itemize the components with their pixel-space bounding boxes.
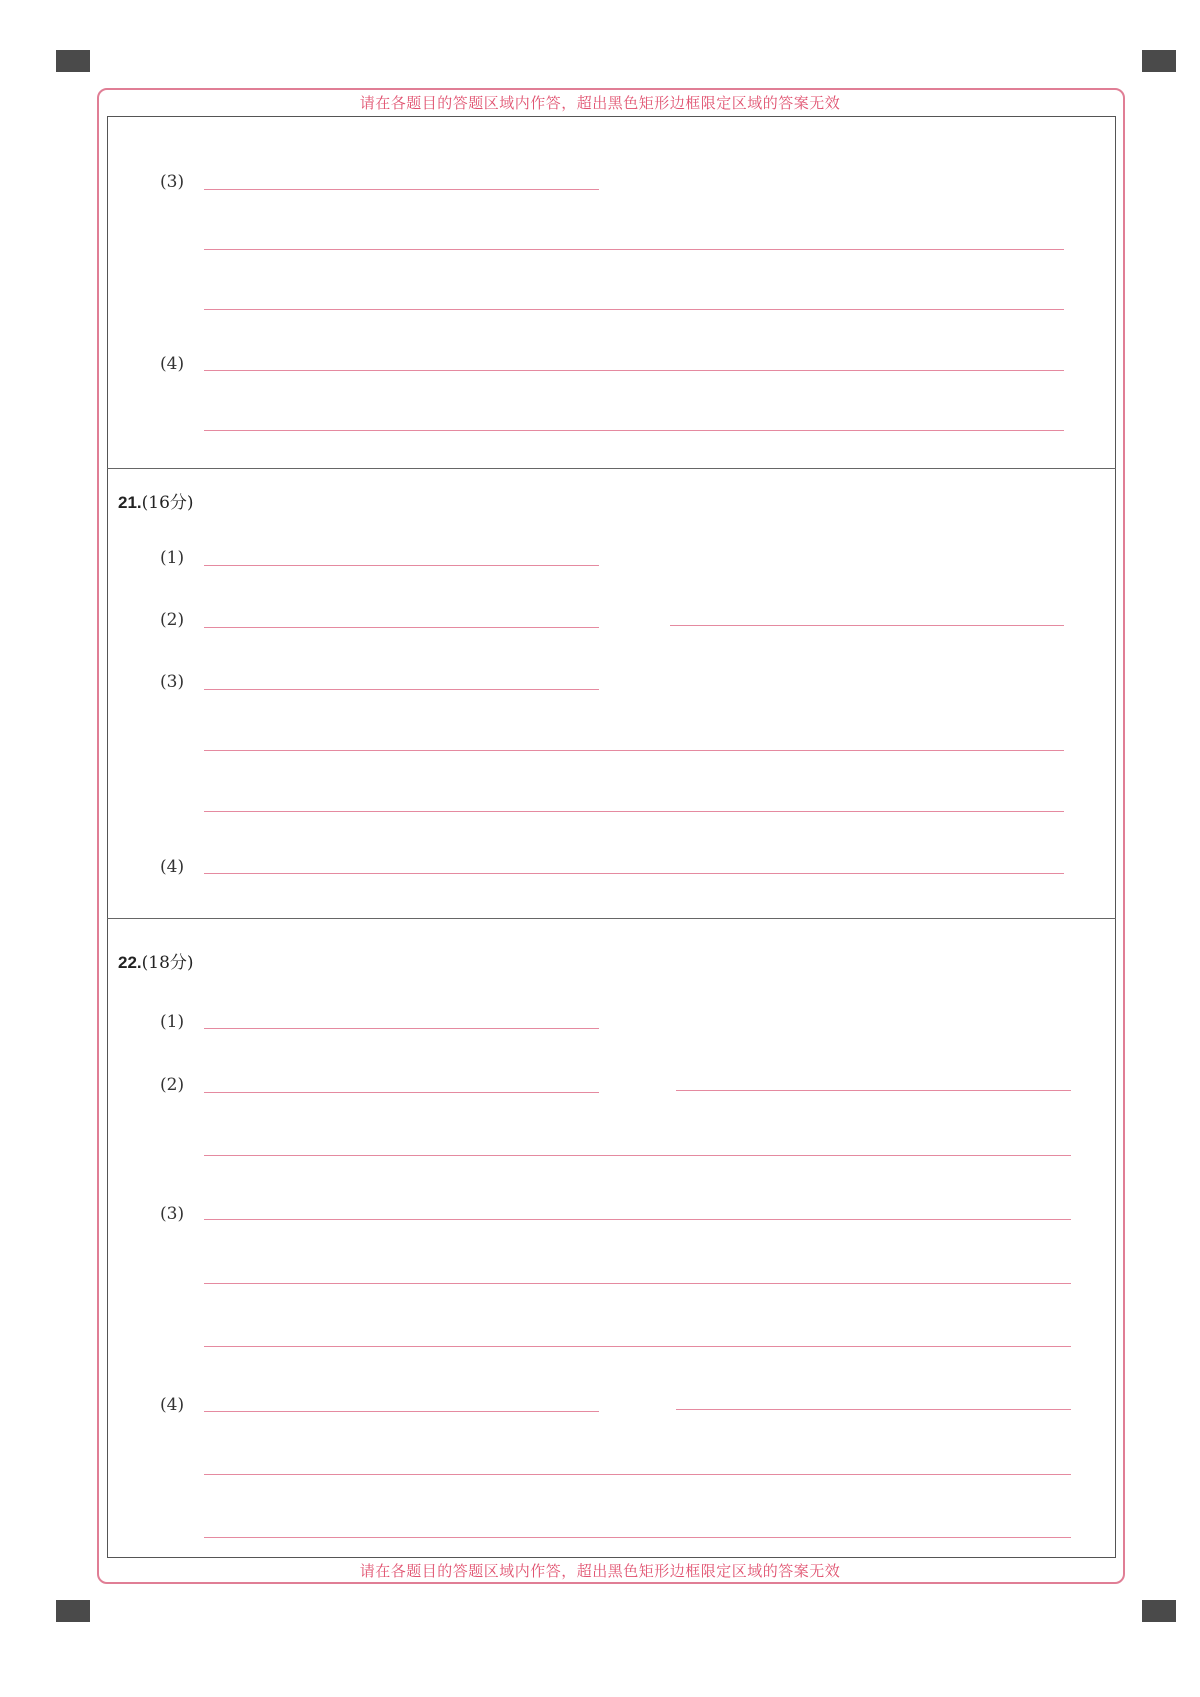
answer-line[interactable] (676, 1090, 1071, 1091)
answer-line[interactable] (204, 1411, 599, 1412)
question-number: 22. (118, 953, 142, 972)
answer-line[interactable] (204, 627, 599, 628)
notice-bottom: 请在各题目的答题区域内作答，超出黑色矩形边框限定区域的答案无效 (359, 1562, 841, 1580)
question-22-heading (118, 948, 194, 973)
question-points: (16分) (141, 493, 194, 513)
item-label: (4) (160, 1395, 185, 1415)
item-label: (4) (160, 354, 185, 374)
answer-line[interactable] (204, 430, 1064, 431)
notice-top: 请在各题目的答题区域内作答，超出黑色矩形边框限定区域的答案无效 (359, 94, 841, 112)
answer-line[interactable] (204, 249, 1064, 250)
answer-line[interactable] (204, 1028, 599, 1029)
answer-line[interactable] (204, 189, 599, 190)
item-label: (2) (160, 610, 185, 630)
answer-line[interactable] (204, 565, 599, 566)
corner-marker-bottom-left (56, 1600, 90, 1622)
section-divider-21 (107, 468, 1116, 469)
question-21-heading (118, 488, 194, 513)
item-label: (1) (160, 1012, 185, 1032)
question-points: (18分) (141, 953, 194, 973)
answer-line[interactable] (204, 750, 1064, 751)
answer-line[interactable] (204, 1283, 1071, 1284)
answer-line[interactable] (670, 625, 1064, 626)
corner-marker-top-right (1142, 50, 1176, 72)
question-number: 21. (118, 493, 142, 512)
answer-line[interactable] (204, 1537, 1071, 1538)
answer-box (107, 116, 1116, 1558)
answer-line[interactable] (204, 1346, 1071, 1347)
answer-line[interactable] (204, 1219, 1071, 1220)
answer-line[interactable] (204, 689, 599, 690)
item-label: (4) (160, 857, 185, 877)
item-label: (3) (160, 672, 185, 692)
answer-line[interactable] (204, 309, 1064, 310)
item-label: (3) (160, 172, 185, 192)
section-divider-22 (107, 918, 1116, 919)
item-label: (3) (160, 1204, 185, 1224)
answer-line[interactable] (204, 873, 1064, 874)
corner-marker-bottom-right (1142, 1600, 1176, 1622)
answer-line[interactable] (204, 811, 1064, 812)
answer-line[interactable] (204, 370, 1064, 371)
answer-line[interactable] (676, 1409, 1071, 1410)
item-label: (2) (160, 1075, 185, 1095)
answer-line[interactable] (204, 1155, 1071, 1156)
answer-line[interactable] (204, 1474, 1071, 1475)
answer-line[interactable] (204, 1092, 599, 1093)
item-label: (1) (160, 548, 185, 568)
corner-marker-top-left (56, 50, 90, 72)
